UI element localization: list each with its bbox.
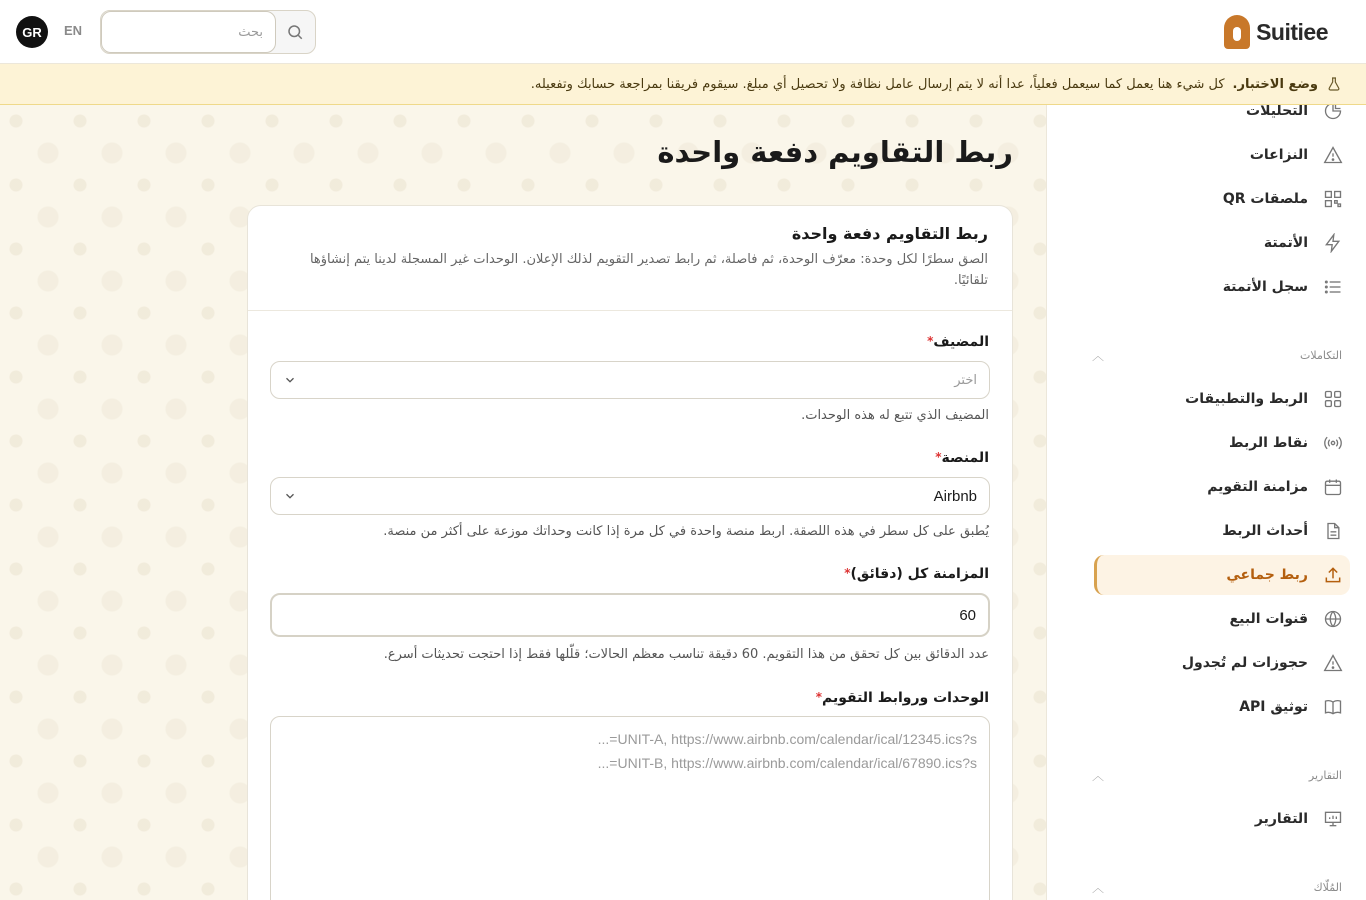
flask-icon	[1326, 76, 1342, 92]
platform-select[interactable]	[270, 477, 990, 515]
sidebar-item-label: التحليلات	[1246, 105, 1308, 119]
chevron-up-icon: ︿	[1092, 768, 1105, 783]
broadcast-icon	[1322, 432, 1344, 454]
sidebar-item-unscheduled-bookings[interactable]	[1094, 643, 1350, 683]
sidebar-item-label: الأتمتة	[1263, 235, 1308, 251]
chevron-down-icon	[283, 489, 297, 503]
sidebar-item-label: قنوات البيع	[1229, 611, 1308, 627]
sidebar-item-calendar-sync[interactable]	[1094, 467, 1350, 507]
bulk-connect-card	[247, 205, 1013, 900]
chevron-up-icon: ︿	[1092, 880, 1105, 895]
sidebar-item-label: النزاعات	[1249, 147, 1308, 163]
sidebar	[1046, 105, 1366, 900]
search-icon	[286, 23, 304, 41]
brand-logo[interactable]	[1224, 14, 1328, 50]
section-label: التكاملات	[1300, 348, 1342, 362]
book-icon	[1322, 696, 1344, 718]
sidebar-item-automation-log[interactable]	[1094, 267, 1350, 307]
bolt-icon	[1322, 232, 1344, 254]
warning-icon	[1322, 652, 1344, 674]
grid-icon	[1322, 388, 1344, 410]
sidebar-item-label: التقارير	[1254, 811, 1308, 827]
sidebar-item-endpoints[interactable]	[1094, 423, 1350, 463]
upload-icon	[1322, 564, 1344, 586]
test-mode-banner	[0, 64, 1366, 105]
qr-code-icon	[1322, 188, 1344, 210]
required-mark: *	[935, 450, 942, 464]
globe-icon	[1322, 608, 1344, 630]
platform-help: يُطبق على كل سطر في هذه اللصقة. اربط منصة واحدة في كل مرة إذا كانت وحداتك موزعة على أكثر من منصة.	[383, 524, 989, 539]
search-input[interactable]	[101, 11, 276, 53]
card-title: ربط التقاويم دفعة واحدة	[791, 224, 988, 243]
platform-select-value: Airbnb	[933, 487, 977, 505]
section-label: المُلّاك	[1313, 880, 1342, 894]
page-title: ربط التقاويم دفعة واحدة	[657, 135, 1013, 169]
section-integrations[interactable]	[1092, 345, 1342, 365]
sync-minutes-input[interactable]	[270, 593, 990, 637]
host-select[interactable]	[270, 361, 990, 399]
sidebar-item-label: ربط جماعي	[1226, 567, 1308, 583]
sidebar-item-connection-events[interactable]	[1094, 511, 1350, 551]
chevron-up-icon: ︿	[1092, 348, 1105, 363]
chevron-down-icon	[283, 373, 297, 387]
required-mark: *	[844, 566, 851, 580]
section-reports[interactable]	[1092, 765, 1342, 785]
brand-name: Suitiee	[1256, 18, 1328, 45]
sidebar-item-reports[interactable]	[1094, 799, 1350, 839]
sidebar-item-bulk-connect[interactable]	[1094, 555, 1350, 595]
user-avatar[interactable]: GR	[16, 16, 48, 48]
section-label: التقارير	[1308, 768, 1342, 782]
document-icon	[1322, 520, 1344, 542]
sidebar-item-qr[interactable]	[1094, 179, 1350, 219]
main-content	[0, 105, 1046, 900]
calendar-icon	[1322, 476, 1344, 498]
lock-logo-icon	[1224, 15, 1250, 49]
sidebar-item-analytics[interactable]	[1094, 105, 1350, 131]
warning-icon	[1322, 144, 1344, 166]
sidebar-item-label: ملصقات QR	[1222, 191, 1308, 207]
sidebar-item-label: حجوزات لم تُجدول	[1181, 655, 1308, 671]
sidebar-item-label: نقاط الربط	[1228, 435, 1308, 451]
sidebar-item-label: مزامنة التقويم	[1207, 479, 1308, 495]
host-select-placeholder: اختر	[954, 372, 977, 388]
chart-pie-icon	[1322, 105, 1344, 122]
card-header	[248, 206, 1012, 311]
presentation-chart-icon	[1322, 808, 1344, 830]
sidebar-item-connections-apps[interactable]	[1094, 379, 1350, 419]
language-switch[interactable]: EN	[64, 23, 83, 38]
card-description: الصق سطرًا لكل وحدة: معرّف الوحدة، ثم فاصلة، ثم رابط تصدير التقويم لذلك الإعلان. الوحدات غير المسجلة لدينا يتم إنشاؤها تلقائيًا.	[309, 252, 988, 288]
platform-label-text: المنصة	[941, 450, 989, 466]
units-label	[816, 690, 989, 706]
platform-label	[935, 450, 989, 466]
sidebar-item-label: أحداث الربط	[1222, 523, 1308, 539]
search-box	[100, 10, 316, 54]
sync-help: عدد الدقائق بين كل تحقق من هذا التقويم. 60 دقيقة تناسب معظم الحالات؛ قلّلها فقط إذا احتجت تحديثات أسرع.	[383, 647, 989, 662]
units-label-text: الوحدات وروابط التقويم	[822, 690, 989, 706]
required-mark: *	[927, 334, 934, 348]
sidebar-item-label: الربط والتطبيقات	[1185, 391, 1308, 407]
top-header	[0, 0, 1366, 64]
sync-label-text: المزامنة كل (دقائق)	[850, 566, 989, 582]
search-button[interactable]	[275, 11, 315, 53]
sync-label	[844, 566, 989, 582]
sidebar-item-automation[interactable]	[1094, 223, 1350, 263]
host-label-text: المضيف	[933, 334, 989, 350]
sidebar-item-api-docs[interactable]	[1094, 687, 1350, 727]
section-owners[interactable]	[1092, 877, 1342, 897]
units-textarea[interactable]	[270, 716, 990, 900]
list-icon	[1322, 276, 1344, 298]
sidebar-item-label: سجل الأتمتة	[1222, 279, 1308, 295]
sidebar-item-label: توثيق API	[1239, 699, 1308, 715]
sidebar-item-disputes[interactable]	[1094, 135, 1350, 175]
sidebar-item-sales-channels[interactable]	[1094, 599, 1350, 639]
banner-text: كل شيء هنا يعمل كما سيعمل فعلياً، عدا أنه لا يتم إرسال عامل نظافة ولا تحصيل أي مبلغ. سيقوم فريقنا بمراجعة حسابك وتفعيله.	[530, 76, 1225, 92]
required-mark: *	[815, 690, 822, 704]
banner-title: وضع الاختبار.	[1232, 76, 1318, 92]
host-help: المضيف الذي تتبع له هذه الوحدات.	[801, 408, 989, 423]
host-label	[927, 334, 989, 350]
